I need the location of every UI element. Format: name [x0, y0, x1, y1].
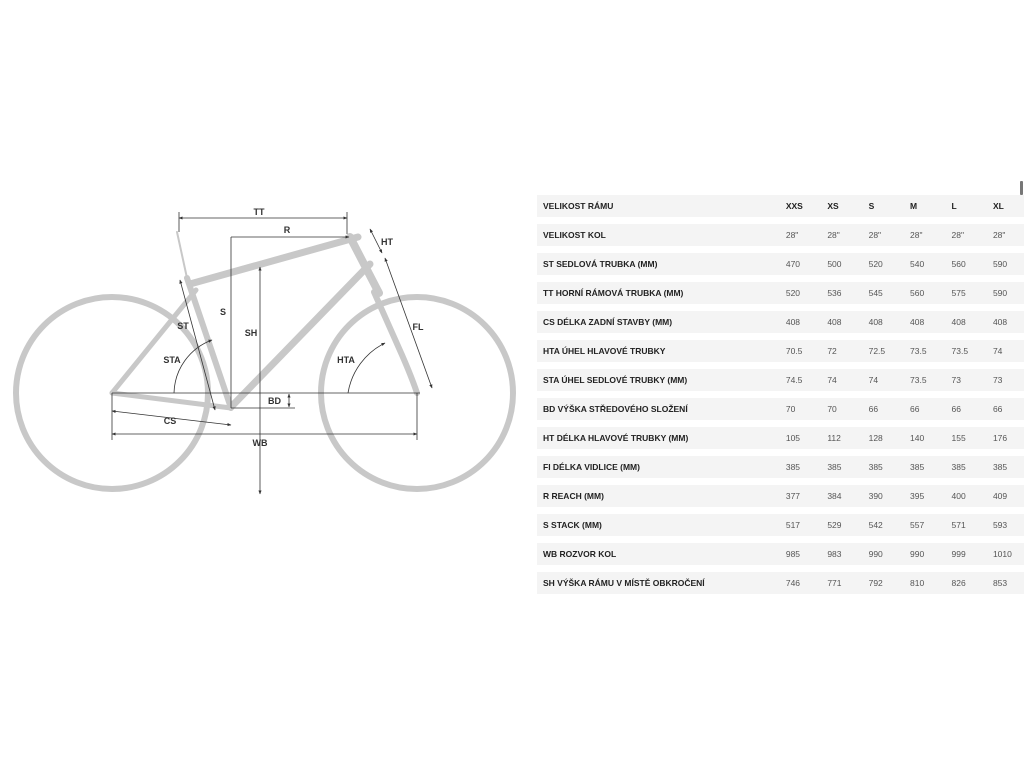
row-value: 990	[863, 543, 904, 565]
row-value: 176	[987, 427, 1024, 449]
row-value: 72.5	[863, 340, 904, 362]
label-r: R	[283, 225, 291, 235]
row-value: 28"	[821, 224, 862, 246]
row-value: 593	[987, 514, 1024, 536]
row-value: 990	[904, 543, 945, 565]
row-value: 390	[863, 485, 904, 507]
row-label: SH VÝŠKA RÁMU V MÍSTĚ OBKROČENÍ	[537, 572, 780, 594]
row-value: 384	[821, 485, 862, 507]
scrollbar-thumb[interactable]	[1020, 181, 1023, 195]
row-label: BD VÝŠKA STŘEDOVÉHO SLOŽENÍ	[537, 398, 780, 420]
table-row	[537, 224, 1024, 246]
row-value: 746	[780, 572, 821, 594]
label-sh: SH	[244, 328, 258, 338]
row-value: 385	[904, 456, 945, 478]
row-value: 470	[780, 253, 821, 275]
top-tube	[190, 237, 358, 284]
table-row	[537, 427, 1024, 449]
row-value: 500	[821, 253, 862, 275]
row-value: 409	[987, 485, 1024, 507]
label-sta: STA	[163, 355, 181, 365]
row-value: 385	[946, 456, 987, 478]
header-size: XS	[821, 195, 862, 217]
row-value: 590	[987, 282, 1024, 304]
row-value: 73	[987, 369, 1024, 391]
row-value: 792	[863, 572, 904, 594]
row-value: 385	[987, 456, 1024, 478]
row-value: 28"	[987, 224, 1024, 246]
header-size: S	[863, 195, 904, 217]
row-value: 74	[863, 369, 904, 391]
row-value: 853	[987, 572, 1024, 594]
label-fl: FL	[412, 322, 424, 332]
label-st: ST	[177, 321, 189, 331]
table-row	[537, 398, 1024, 420]
table-row	[537, 572, 1024, 594]
header-size: L	[946, 195, 987, 217]
row-value: 771	[821, 572, 862, 594]
table-row	[537, 282, 1024, 304]
row-label: ST SEDLOVÁ TRUBKA (MM)	[537, 253, 780, 275]
row-label: STA ÚHEL SEDLOVÉ TRUBKY (MM)	[537, 369, 780, 391]
row-value: 155	[946, 427, 987, 449]
table-header-row	[537, 195, 1024, 217]
table-row	[537, 543, 1024, 565]
row-value: 28"	[904, 224, 945, 246]
row-value: 517	[780, 514, 821, 536]
row-value: 395	[904, 485, 945, 507]
row-value: 520	[780, 282, 821, 304]
label-tt: TT	[253, 207, 265, 217]
header-size: XXS	[780, 195, 821, 217]
row-value: 66	[946, 398, 987, 420]
table-row	[537, 456, 1024, 478]
geometry-table	[537, 188, 1024, 601]
label-wb: WB	[252, 438, 268, 448]
row-value: 408	[780, 311, 821, 333]
row-value: 542	[863, 514, 904, 536]
row-value: 545	[863, 282, 904, 304]
table-row	[537, 514, 1024, 536]
row-value: 377	[780, 485, 821, 507]
row-value: 408	[821, 311, 862, 333]
bike-frame	[16, 232, 513, 489]
row-value: 70	[821, 398, 862, 420]
row-label: FI DÉLKA VIDLICE (MM)	[537, 456, 780, 478]
row-label: S STACK (MM)	[537, 514, 780, 536]
row-value: 540	[904, 253, 945, 275]
table-row	[537, 340, 1024, 362]
row-label: HTA ÚHEL HLAVOVÉ TRUBKY	[537, 340, 780, 362]
header-size: XL	[987, 195, 1024, 217]
table-row	[537, 369, 1024, 391]
row-value: 385	[863, 456, 904, 478]
row-value: 385	[780, 456, 821, 478]
row-value: 128	[863, 427, 904, 449]
label-hta: HTA	[337, 355, 355, 365]
label-ht: HT	[381, 237, 393, 247]
row-label: VELIKOST KOL	[537, 224, 780, 246]
row-label: R REACH (MM)	[537, 485, 780, 507]
row-value: 28"	[863, 224, 904, 246]
row-value: 983	[821, 543, 862, 565]
row-value: 536	[821, 282, 862, 304]
row-value: 520	[863, 253, 904, 275]
row-value: 408	[987, 311, 1024, 333]
row-value: 408	[863, 311, 904, 333]
header-size: M	[904, 195, 945, 217]
row-value: 140	[904, 427, 945, 449]
row-value: 529	[821, 514, 862, 536]
row-value: 74	[821, 369, 862, 391]
row-value: 105	[780, 427, 821, 449]
row-value: 74.5	[780, 369, 821, 391]
row-label: HT DÉLKA HLAVOVÉ TRUBKY (MM)	[537, 427, 780, 449]
row-value: 590	[987, 253, 1024, 275]
label-s: S	[219, 307, 227, 317]
row-value: 73.5	[946, 340, 987, 362]
dimension-lines	[112, 212, 432, 494]
row-value: 73.5	[904, 369, 945, 391]
table-row	[537, 485, 1024, 507]
chain-stay	[112, 393, 231, 408]
row-value: 74	[987, 340, 1024, 362]
table-row	[537, 253, 1024, 275]
row-value: 70.5	[780, 340, 821, 362]
row-value: 1010	[987, 543, 1024, 565]
geometry-table-body	[537, 195, 1024, 594]
header-label: VELIKOST RÁMU	[537, 195, 780, 217]
row-value: 73.5	[904, 340, 945, 362]
label-cs: CS	[163, 416, 177, 426]
table-row	[537, 311, 1024, 333]
row-value: 560	[904, 282, 945, 304]
row-value: 560	[946, 253, 987, 275]
row-label: WB ROZVOR KOL	[537, 543, 780, 565]
row-value: 73	[946, 369, 987, 391]
row-value: 66	[863, 398, 904, 420]
row-value: 385	[821, 456, 862, 478]
label-bd: BD	[268, 396, 281, 406]
row-value: 66	[904, 398, 945, 420]
row-label: CS DÉLKA ZADNÍ STAVBY (MM)	[537, 311, 780, 333]
row-value: 112	[821, 427, 862, 449]
row-value: 557	[904, 514, 945, 536]
row-value: 400	[946, 485, 987, 507]
row-value: 28"	[780, 224, 821, 246]
row-value: 575	[946, 282, 987, 304]
row-value: 70	[780, 398, 821, 420]
row-value: 408	[946, 311, 987, 333]
row-value: 28"	[946, 224, 987, 246]
row-value: 985	[780, 543, 821, 565]
row-value: 999	[946, 543, 987, 565]
fork	[374, 292, 417, 393]
row-value: 66	[987, 398, 1024, 420]
row-label: TT HORNÍ RÁMOVÁ TRUBKA (MM)	[537, 282, 780, 304]
hta-angle-arc	[348, 343, 385, 393]
row-value: 810	[904, 572, 945, 594]
row-value: 826	[946, 572, 987, 594]
seatpost	[177, 232, 187, 278]
row-value: 408	[904, 311, 945, 333]
row-value: 72	[821, 340, 862, 362]
row-value: 571	[946, 514, 987, 536]
